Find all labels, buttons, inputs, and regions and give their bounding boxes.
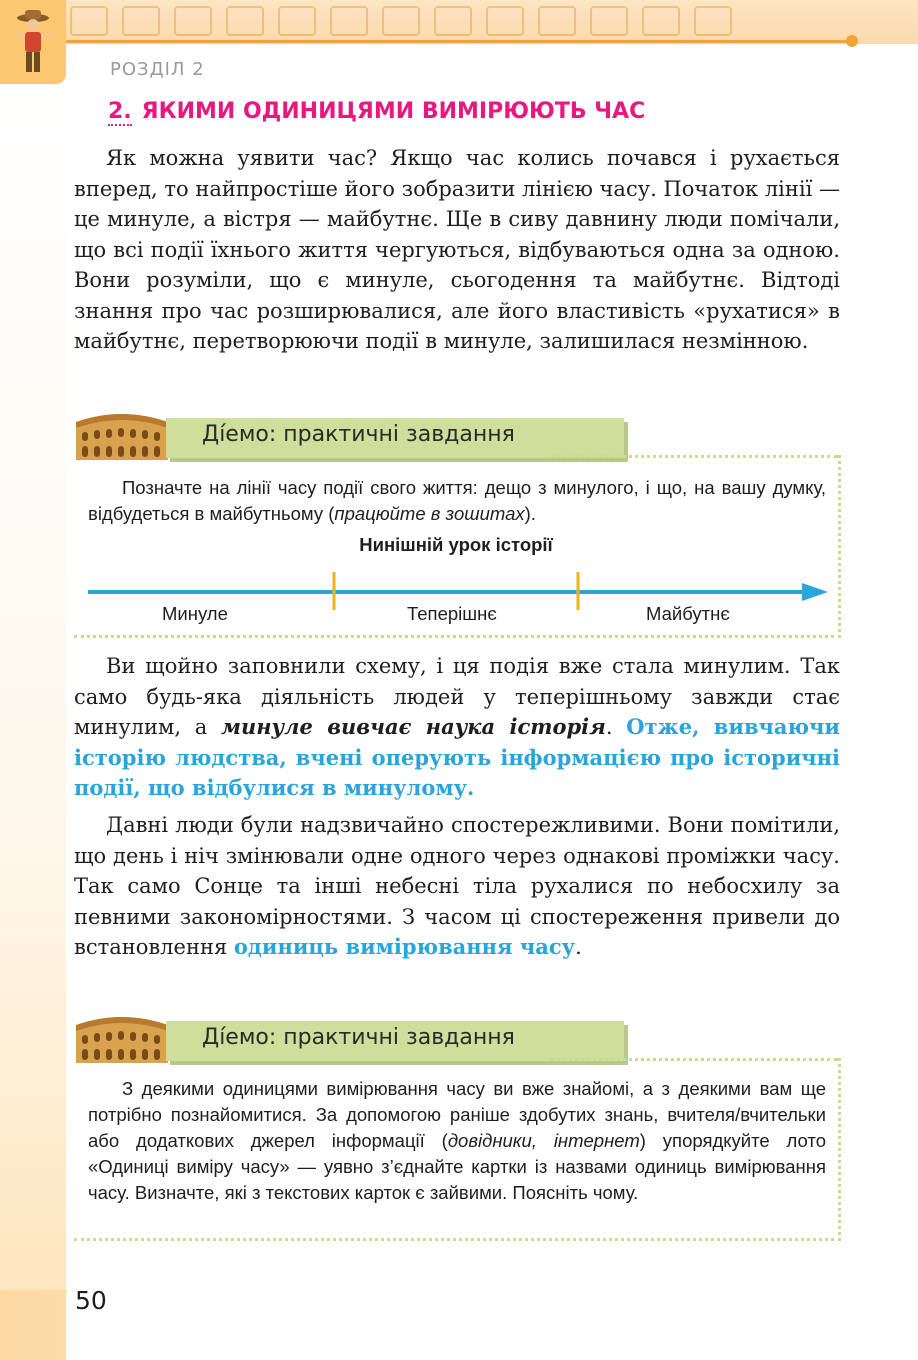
shield-icon (590, 6, 628, 36)
paragraph2-emphasis: минуле вивчає наука історія (221, 714, 606, 739)
paragraph-history-definition (74, 651, 840, 804)
activity1-text-before: Позначте на лінії часу події свого життя: дещо з минулого, і що, на вашу думку, відбудеться в майбутньому ( (88, 477, 826, 524)
helmet-icon (642, 6, 680, 36)
paragraph2-text-before: Ви щойно заповнили схему, і ця подія вже стала минулим. Так само будь-яка діяльність людей у теперішньому завжди стає минулим, а (74, 654, 840, 739)
temple-icon (174, 6, 212, 36)
paragraph2-highlight: Отже, вивчаючи історію людства, вчені оперують інформацією про історичні події, що відбулися в минулому. (74, 714, 840, 800)
heading-number: 2. (108, 99, 132, 124)
activity1-banner-label: Дíемо: практичні завдання (202, 422, 515, 447)
crown-icon (278, 6, 316, 36)
timeline-label-past: Минуле (162, 603, 228, 624)
pyramid-icon (538, 6, 576, 36)
page-title (108, 99, 645, 124)
scroll-icon (330, 6, 368, 36)
header-line (66, 40, 852, 43)
top-decorative-ribbon (0, 0, 918, 44)
timeline-arrowhead (802, 583, 828, 601)
page-number: 50 (75, 1286, 107, 1315)
activity1-text-after: ). (524, 503, 536, 524)
activity2-text-before: З деякими одиницями вимірювання часу ви вже знайомі, а з деякими вам ще потрібно познайомитися. За допомогою раніше здобутих знань, вчителя/вчительки або додаткових джерел інформації ( (88, 1078, 826, 1151)
activity2-text-italic: довідники, інтернет (447, 1130, 640, 1151)
amphora-icon (434, 6, 472, 36)
activity1-banner (74, 402, 554, 462)
vase-icon (226, 6, 264, 36)
book-icon (486, 6, 524, 36)
explorer-icon (6, 8, 60, 78)
cart-icon (382, 6, 420, 36)
paragraph2-text-middle: . (605, 715, 627, 739)
heading-title: ЯКИМИ ОДИНИЦЯМИ ВИМІРЮЮТЬ ЧАС (141, 99, 646, 124)
activity2-banner-label: Дíемо: практичні завдання (202, 1025, 515, 1050)
paragraph3-highlight: одиниць вимірювання часу (233, 934, 576, 959)
chest-icon (70, 6, 108, 36)
activity1-text-italic: працюйте в зошитах (334, 503, 525, 524)
corner-badge (0, 0, 66, 84)
intro-paragraph: Як можна уявити час? Якщо час колись почався і рухається вперед, то найпростіше його зобразити лінією часу. Початок лінії — це минуле, а вістря — майбутнє. Ще в сиву давнину люди помічали, що всі події їхнього життя чергуються, відбуваються одна за одною. Вони розуміли, що є минуле, сьогодення та майбутнє. Відтоді знання про час розширювалися, але його властивість «рухатися» в майбутнє, перетворюючи події в минуле, залишилася незмінною. (74, 146, 840, 353)
footer-panel (66, 1282, 918, 1360)
activity2-text-after: ) упорядкуйте лото «Одиниці виміру часу» — уявно з’єднайте картки із назвами одиниць вимірювання часу. Визначте, які з текстових карток є зайвими. Поясніть чому. (88, 1130, 826, 1203)
colosseum-icon (74, 402, 170, 462)
paragraph3-text-before: Давні люди були надзвичайно спостережливими. Вони помітили, що день і ніч змінювали одне одного через однакові проміжки часу. Так само Сонце та інші небесні тіла рухалися по небосхилу за певними закономірностями. З часом ці спостереження привели до встановлення (74, 813, 840, 959)
section-label: РОЗДІЛ 2 (110, 59, 205, 80)
colosseum-icon (74, 1005, 170, 1065)
header-line-dot (846, 35, 858, 47)
activity1-instruction (88, 475, 826, 527)
paragraph3-text-after: . (575, 935, 582, 959)
timeline-label-future: Майбутнє (646, 603, 730, 624)
timeline-label-present: Теперішнє (407, 603, 497, 624)
map-icon (694, 6, 732, 36)
left-margin-strip (0, 84, 66, 1360)
activity2-instruction (88, 1076, 826, 1206)
activity1-box-top-border (550, 455, 838, 458)
paragraph-ancient-observations (74, 810, 840, 963)
history-icons-row (70, 4, 830, 38)
activity2-banner (74, 1005, 554, 1065)
timeline-title: Нинішній урок історії (359, 534, 553, 555)
castle-icon (122, 6, 160, 36)
activity2-box-top-border (550, 1058, 838, 1061)
